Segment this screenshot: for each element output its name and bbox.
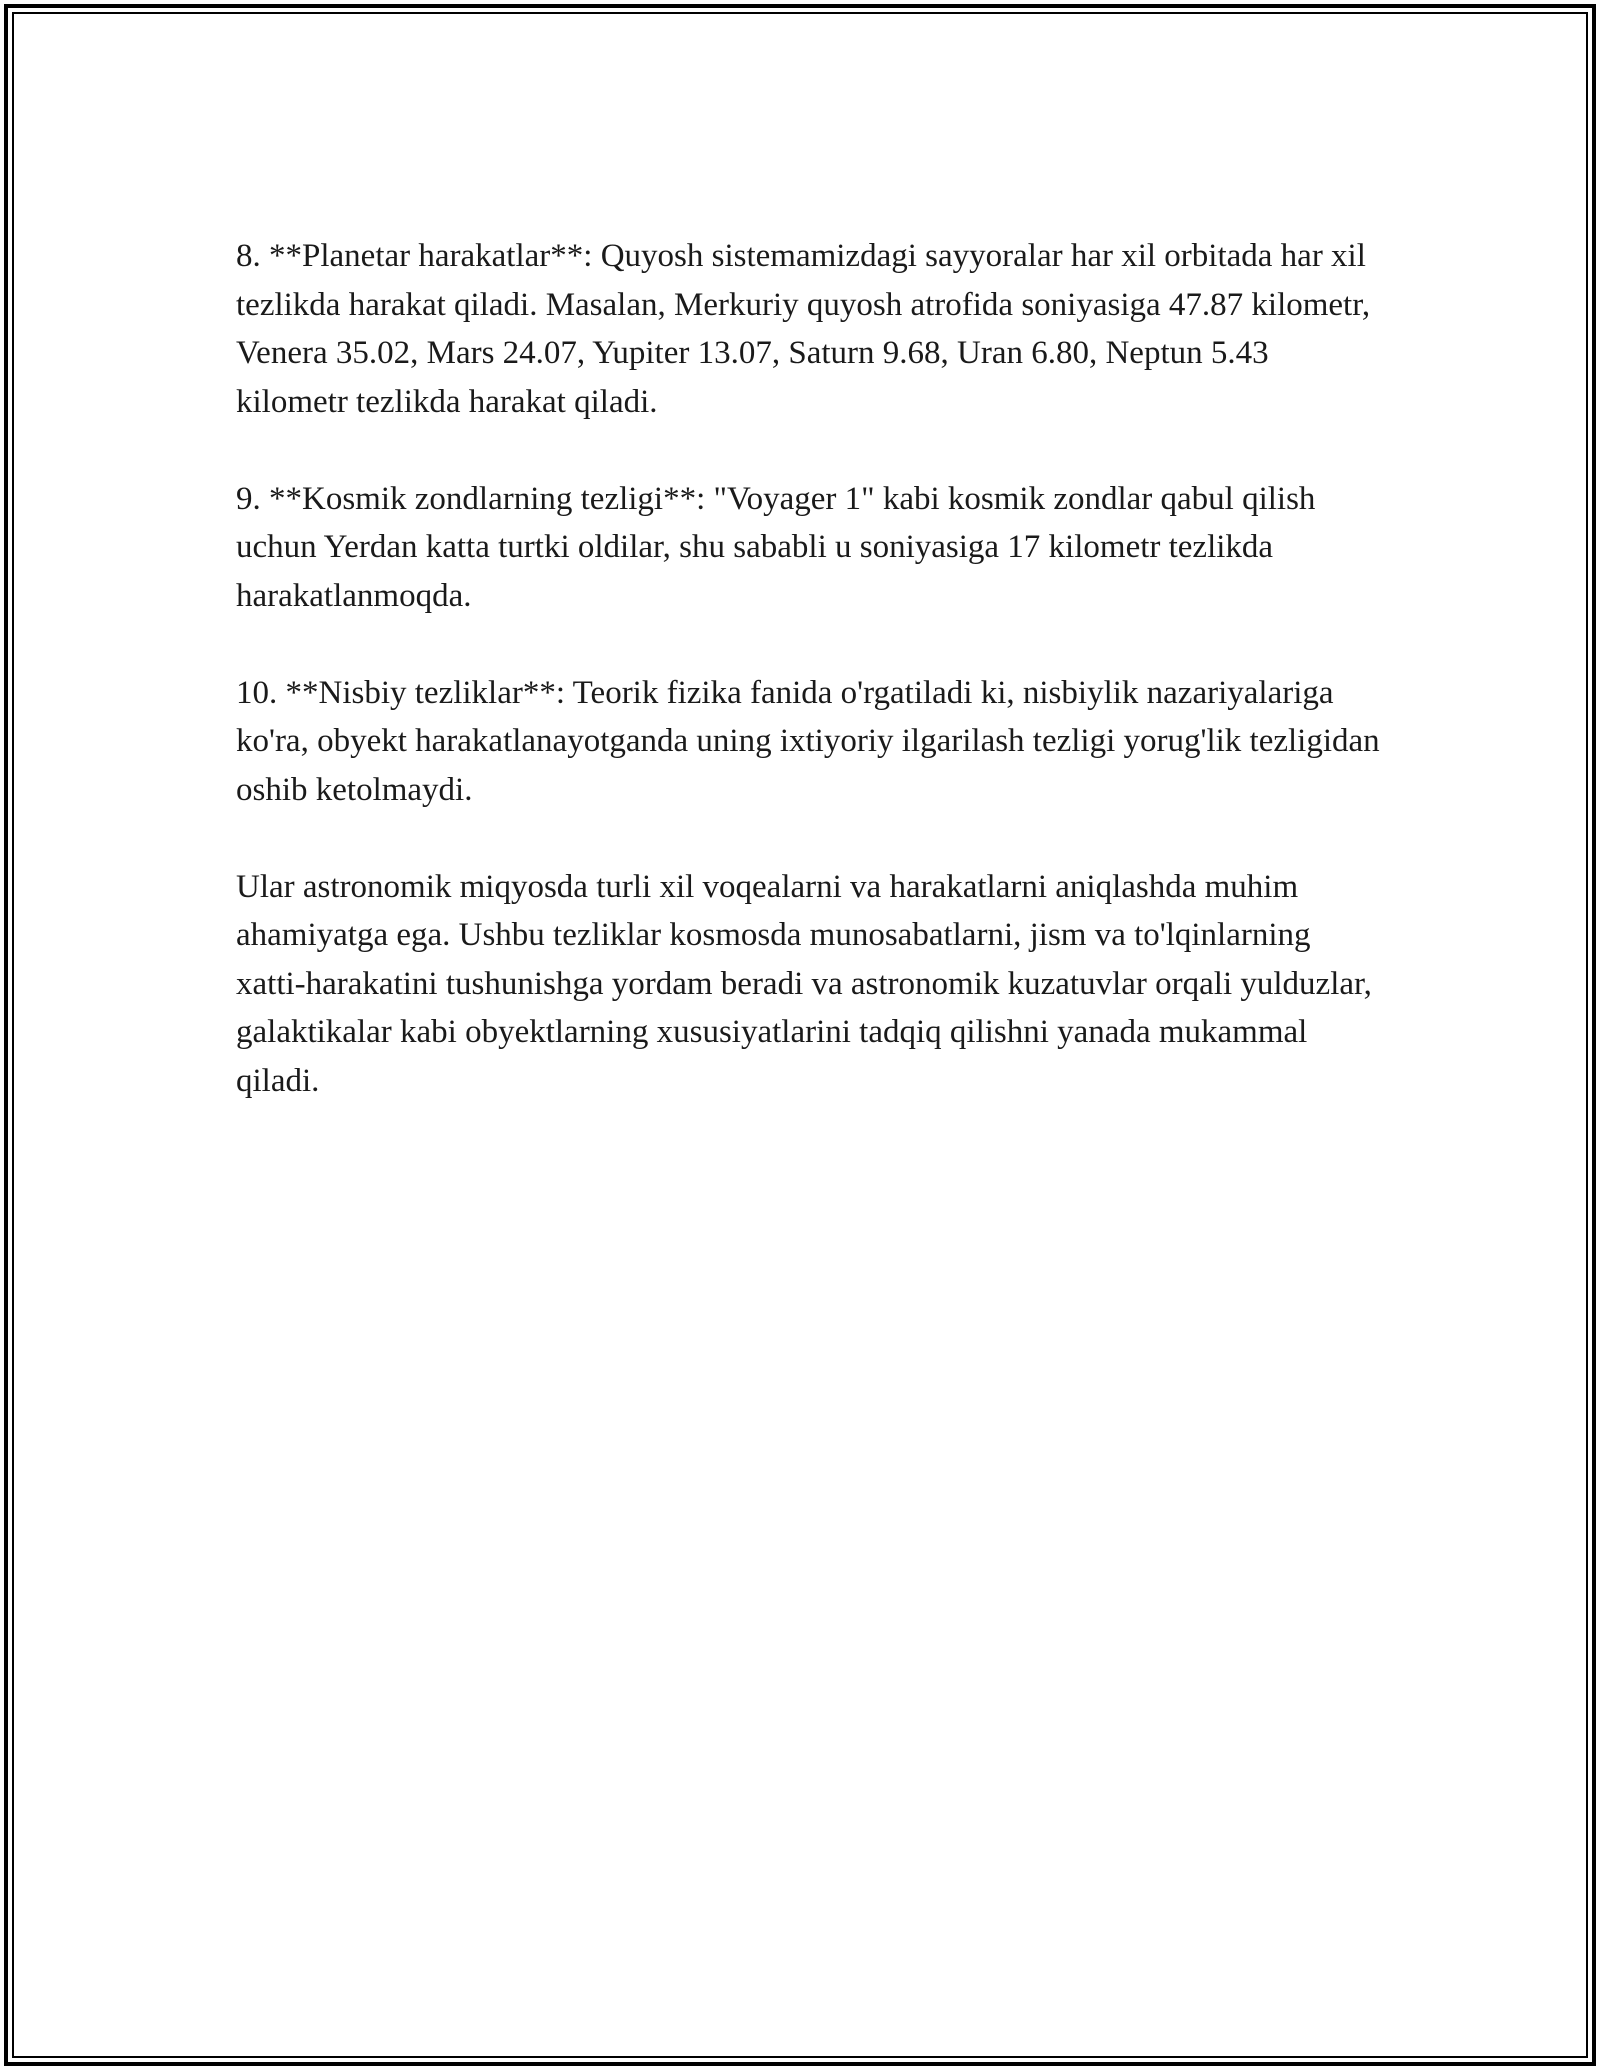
paragraph-space-probe-speed: 9. **Kosmik zondlarning tezligi**: "Voyager 1" kabi kosmik zondlar qabul qilish uchun Yerdan katta turtki oldilar, shu sababli u soniyasiga 17 kilometr tezlikda harakatlanmoqda. [236,480,1324,614]
document-body [236,232,1386,1154]
paragraph-conclusion: Ular astronomik miqyosda turli xil voqealarni va harakatlarni aniqlashda muhim ahamiyatga ega. Ushbu tezliklar kosmosda munosabatlarni, jism va to'lqinlarning xatti-harakatini tushunishga yordam beradi va astronomik kuzatuvlar orqali yulduzlar, galaktikalar kabi obyektlarning xususiyatlarini tadqiq qilishni yanada mukammal qiladi. [236,868,1381,1099]
paragraph-relative-speeds: 10. **Nisbiy tezliklar**: Teorik fizika fanida o'rgatiladi ki, nisbiylik nazariyalariga ko'ra, obyekt harakatlanayotganda uning ixtiyoriy ilgarilash tezligi yorug'lik tezligidan oshib ketolmaydi. [236,674,1388,808]
paragraph-planetary-motion: 8. **Planetar harakatlar**: Quyosh sistemamizdagi sayyoralar har xil orbitada har xil tezlikda harakat qiladi. Masalan, Merkuriy quyosh atrofida soniyasiga 47.87 kilometr, Venera 35.02, Mars 24.07, Yupiter 13.07, Saturn 9.68, Uran 6.80, Neptun 5.43 kilometr tezlikda harakat qiladi. [236,238,1378,420]
